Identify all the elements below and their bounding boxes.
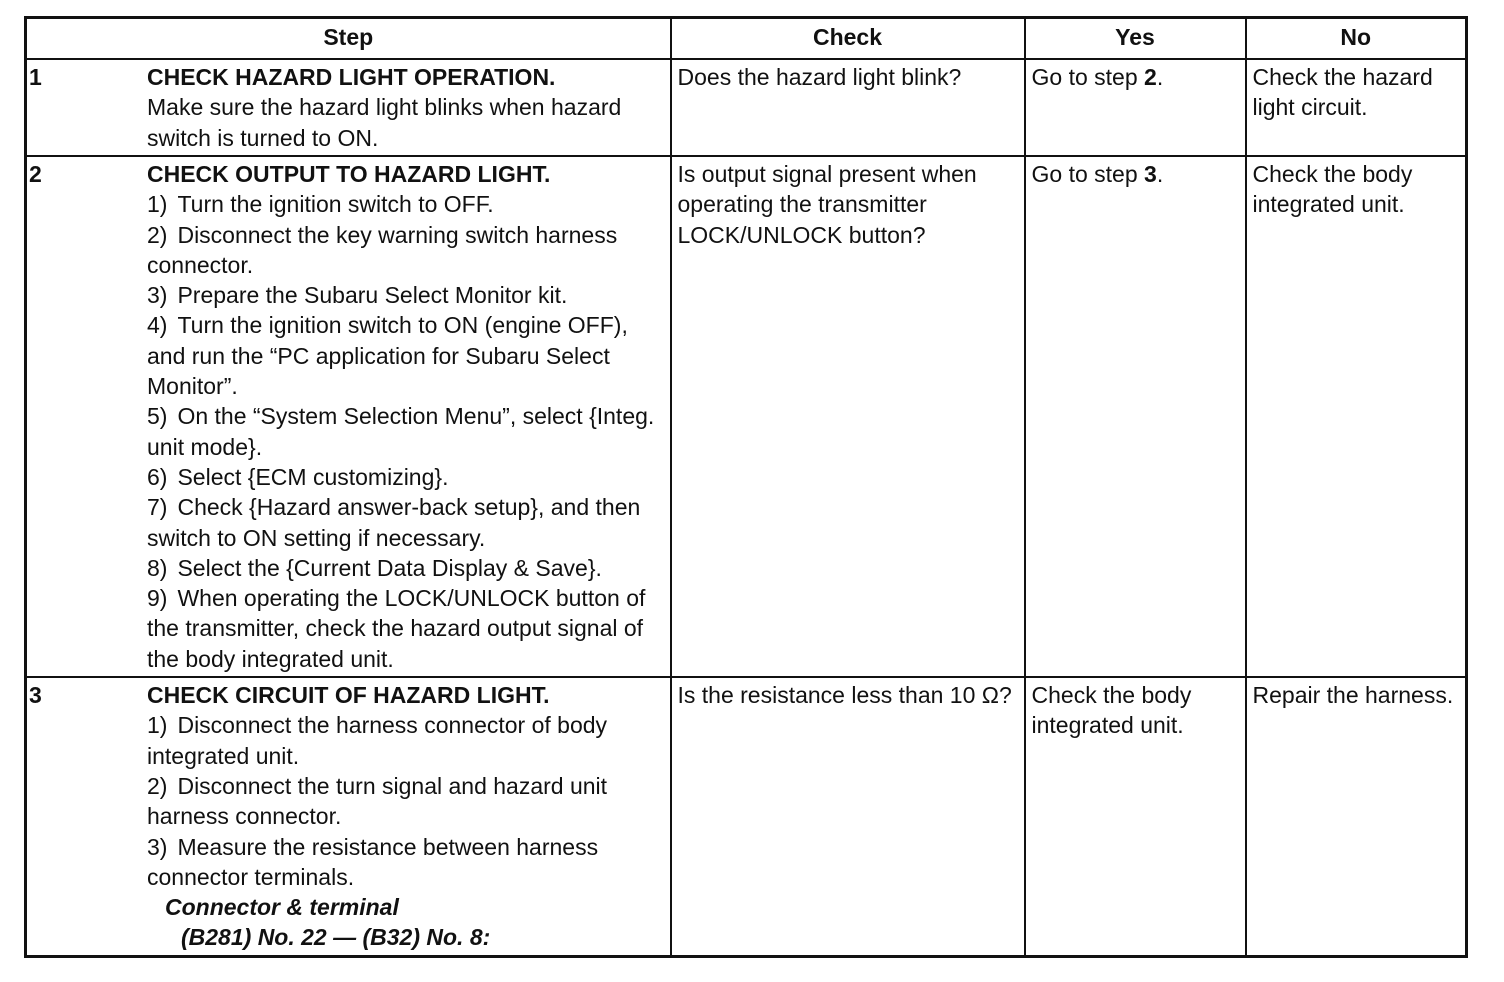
step-content xyxy=(147,159,659,674)
substep: 7) Check {Hazard answer-back setup}, and then switch to ON setting if necessary. xyxy=(147,494,641,551)
table-row xyxy=(26,156,1467,677)
yes-step-link[interactable]: 2 xyxy=(1144,64,1157,90)
substep: 2) Disconnect the key warning switch harness connector. xyxy=(147,221,618,278)
substep: 1) Disconnect the harness connector of body integrated unit. xyxy=(147,712,608,769)
step-title: CHECK CIRCUIT OF HAZARD LIGHT. xyxy=(147,682,550,709)
substep: 2) Disconnect the turn signal and hazard unit harness connector. xyxy=(147,772,608,830)
header-yes: Yes xyxy=(1025,18,1246,60)
substep: 8) Select the {Current Data Display & Save}. xyxy=(147,554,602,581)
yes-suffix: . xyxy=(1156,64,1164,90)
yes-suffix: . xyxy=(1156,161,1164,187)
step-number: 2 xyxy=(29,161,42,187)
no-cell: Check the body integrated unit. xyxy=(1246,156,1467,677)
substep: 6) Select {ECM customizing}. xyxy=(147,463,449,490)
table-row xyxy=(26,59,1467,156)
check-cell: Is the resistance less than 10 Ω? xyxy=(671,677,1025,956)
substep: 1) Turn the ignition switch to OFF. xyxy=(147,191,494,218)
step-content xyxy=(147,62,659,153)
step-content xyxy=(147,680,659,953)
yes-cell: Check the body integrated unit. xyxy=(1025,677,1246,956)
check-cell: Does the hazard light blink? xyxy=(671,59,1025,156)
step-number: 3 xyxy=(29,682,42,709)
connector-value: (B281) No. 22 — (B32) No. 8: xyxy=(181,924,491,951)
no-cell: Check the hazard light circuit. xyxy=(1246,59,1467,156)
substep: 5) On the “System Selection Menu”, select {Integ. unit mode}. xyxy=(147,403,655,460)
step-title: CHECK OUTPUT TO HAZARD LIGHT. xyxy=(147,161,551,187)
step-cell xyxy=(26,156,671,677)
substep: 9) When operating the LOCK/UNLOCK button of the transmitter, check the hazard output signal of the body integrated unit. xyxy=(147,585,646,672)
yes-cell xyxy=(1025,156,1246,677)
connector-label: Connector & terminal xyxy=(165,894,399,921)
substep: 3) Measure the resistance between harness connector terminals. xyxy=(147,833,599,890)
header-check: Check xyxy=(671,18,1025,60)
diagnostic-table xyxy=(24,16,1468,958)
header-row xyxy=(26,18,1467,60)
step-title: CHECK HAZARD LIGHT OPERATION. xyxy=(147,64,556,90)
table-row xyxy=(26,677,1467,956)
substep: 3) Prepare the Subaru Select Monitor kit. xyxy=(147,282,568,309)
yes-prefix: Go to step xyxy=(1031,64,1145,90)
check-cell: Is output signal present when operating the transmitter LOCK/UNLOCK button? xyxy=(671,156,1025,677)
step-cell xyxy=(26,677,671,956)
header-step: Step xyxy=(26,18,671,60)
yes-prefix: Go to step xyxy=(1031,161,1145,187)
yes-step-link[interactable]: 3 xyxy=(1144,161,1157,187)
step-description: Make sure the hazard light blinks when hazard switch is turned to ON. xyxy=(147,94,622,151)
substep: 4) Turn the ignition switch to ON (engine OFF), and run the “PC application for Subaru Select Monitor”. xyxy=(147,312,628,400)
step-number: 1 xyxy=(29,64,42,90)
header-no: No xyxy=(1246,18,1467,60)
yes-cell xyxy=(1025,59,1246,156)
step-cell xyxy=(26,59,671,156)
no-cell: Repair the harness. xyxy=(1246,677,1467,956)
